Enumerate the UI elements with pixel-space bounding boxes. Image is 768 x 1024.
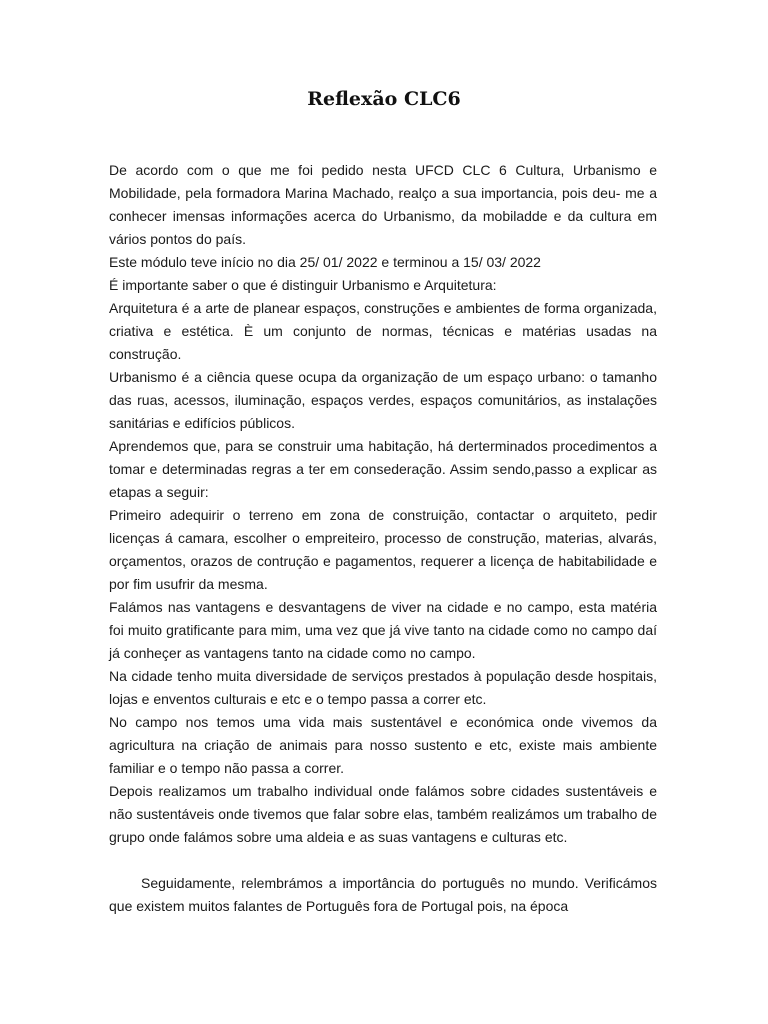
paragraph: De acordo com o que me foi pedido nesta UFCD CLC 6 Cultura, Urbanismo e Mobilidade, pela formadora Marina Machado, realço a sua importancia, pois deu- me a conhecer imensas informações acerca do Urbanismo, da mobiladde e da cultura em vários pontos do país. <box>109 162 657 247</box>
paragraph: Primeiro adequirir o terreno em zona de construição, contactar o arquiteto, pedir licenças á camara, escolher o empreiteiro, processo de construção, materias, alvarás, orçamentos, orazos de contrução e pagamentos, requerer a licença de habitabilidade e por fim usufrir da mesma. <box>109 507 657 592</box>
document-body <box>109 159 657 918</box>
paragraph: Depois realizamos um trabalho individual onde falámos sobre cidades sustentáveis e não sustentáveis onde tivemos que falar sobre elas, também realizámos um trabalho de grupo onde falámos sobre uma aldeia e as suas vantagens e culturas etc. <box>109 783 657 845</box>
paragraph: É importante saber o que é distinguir Urbanismo e Arquitetura: <box>109 277 497 293</box>
paragraph: Este módulo teve início no dia 25/ 01/ 2022 e terminou a 15/ 03/ 2022 <box>109 254 541 270</box>
paragraph: No campo nos temos uma vida mais sustentável e económica onde vivemos da agricultura na criação de animais para nosso sustento e etc, existe mais ambiente familiar e o tempo não passa a correr. <box>109 714 657 776</box>
paragraph: Arquitetura é a arte de planear espaços, construções e ambientes de forma organizada, criativa e estética. È um conjunto de normas, técnicas e matérias usadas na construção. <box>109 300 657 362</box>
paragraph: Urbanismo é a ciência quese ocupa da organização de um espaço urbano: o tamanho das ruas, acessos, iluminação, espaços verdes, espaços comunitários, as instalações sanitárias e edifícios públicos. <box>109 369 657 431</box>
paragraph: Na cidade tenho muita diversidade de serviços prestados à população desde hospitais, lojas e enventos culturais e etc e o tempo passa a correr etc. <box>109 668 657 707</box>
document-title: Reflexão CLC6 <box>307 88 461 110</box>
paragraph: Falámos nas vantagens e desvantagens de viver na cidade e no campo, esta matéria foi muito gratificante para mim, uma vez que já vive tanto na cidade como no campo daí já conheçer as vantagens tanto na cidade como no campo. <box>109 599 657 661</box>
paragraph: Aprendemos que, para se construir uma habitação, há derterminados procedimentos a tomar e determinadas regras a ter em consederação. Assim sendo,passo a explicar as etapas a seguir: <box>109 438 657 500</box>
paragraph: Seguidamente, relembrámos a importância do português no mundo. Verificámos que existem muitos falantes de Português fora de Portugal pois, na época <box>109 875 657 914</box>
